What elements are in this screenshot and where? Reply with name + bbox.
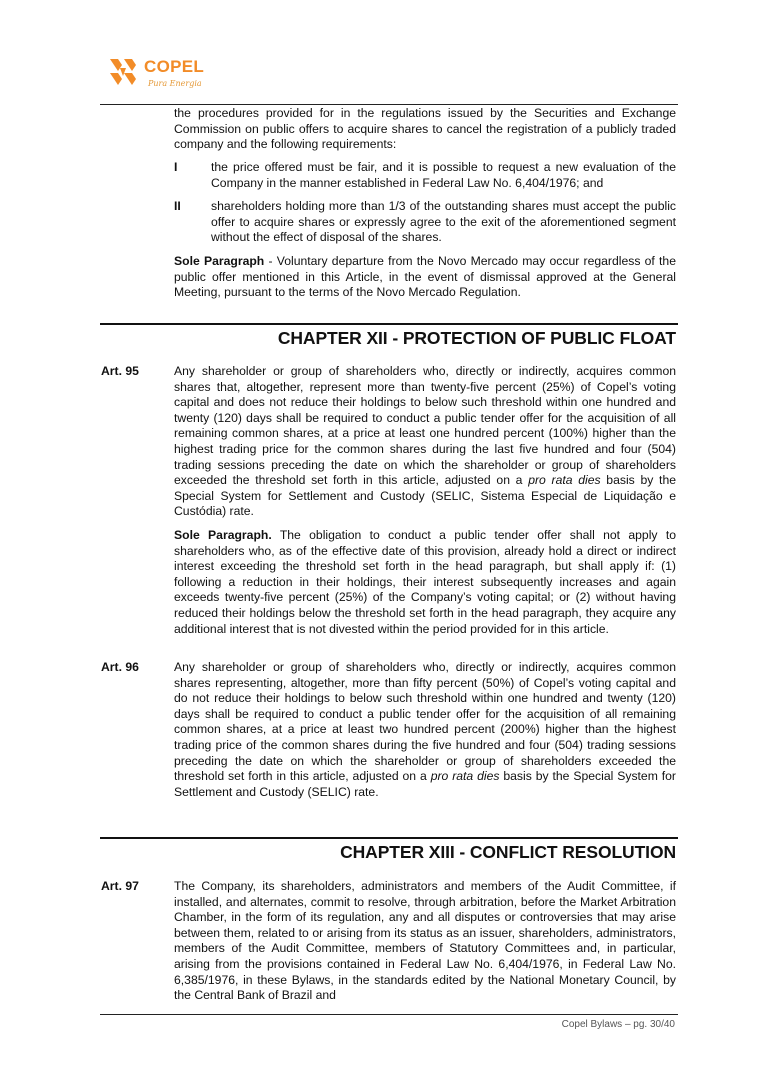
- item-text-i: the price offered must be fair, and it is possible to request a new evaluation of the Company in the manner established in Federal Law No. 6,404/1976; and: [211, 160, 676, 190]
- chapter-13-rule: [100, 837, 678, 839]
- sole-paragraph-2-lead: Sole Paragraph.: [174, 528, 272, 542]
- chapter-12-rule: [100, 323, 678, 325]
- copel-logo-mark-icon: [108, 57, 138, 87]
- item-numeral-ii: II: [174, 199, 181, 213]
- sole-paragraph-1: [174, 254, 676, 301]
- art-96-italic: pro rata dies: [430, 769, 500, 784]
- art-96-text-b: basis by the Special System for Settlement and Custody (SELIC) rate.: [174, 769, 676, 799]
- sole-paragraph-1-text: - Voluntary departure from the Novo Mercado may occur regardless of the public offer mentioned in this Article, in the event of dismissal approved at the General Meeting, pursuant to the terms of the Novo Mercado Regulation.: [174, 254, 676, 300]
- header-divider: [100, 104, 678, 105]
- art-97-label: Art. 97: [101, 879, 139, 893]
- page-footer: Copel Bylaws – pg. 30/40: [561, 1019, 675, 1030]
- art-95-label: Art. 95: [101, 364, 139, 378]
- art-96-label: Art. 96: [101, 660, 139, 674]
- chapter-12-title: CHAPTER XII - PROTECTION OF PUBLIC FLOAT: [277, 328, 676, 348]
- item-text-ii: shareholders holding more than 1/3 of the outstanding shares must accept the public offer to acquire shares or expressly agree to the exit of the aforementioned segment without the effect of disposal of the shares.: [211, 199, 676, 245]
- intro-paragraph: the procedures provided for in the regulations issued by the Securities and Exchange Commission on public offers to acquire shares to cancel the registration of a publicly traded company and the following requirements:: [174, 106, 676, 152]
- sole-paragraph-2-text: The obligation to conduct a public tender offer shall not apply to shareholders who, as of the effective date of this provision, already hold a direct or indirect interest exceeding the threshold set forth in the head paragraph, but shall apply if: (1) following a reduction in their holdings, their interest subsequently increases and again exceeds twenty-five percent (25%) of the Company’s voting capital; or (2) without having reduced their holdings below the threshold set forth in the head paragraph, they acquire any additional interest that is not divested within the period provided for in this article.: [174, 528, 676, 636]
- art-96-text-a: Any shareholder or group of shareholders who, directly or indirectly, acquires common shares representing, altogether, more than fifty percent (50%) of Copel’s voting capital and do not reduce their holdings to below such threshold within one hundred and twenty (120) days shall be required to conduct a public tender offer for the acquisition of all remaining common shares, at a price at least two hundred percent (200%) higher than the highest trading price of the common shares during the five hundred and four (504) trading sessions preceding the date on which the shareholder or group of shareholders exceeded the threshold set forth in this article, adjusted on a: [174, 660, 676, 784]
- art-96-text: [174, 660, 676, 800]
- art-95-text-b: basis by the Special System for Settlement and Custody (SELIC, Sistema Especial de Liquidação e Custódia) rate.: [174, 473, 676, 519]
- art-95-text: [174, 364, 676, 520]
- footer-divider: [100, 1014, 678, 1015]
- logo-wordmark: COPEL: [144, 57, 205, 76]
- chapter-13-title: CHAPTER XIII - CONFLICT RESOLUTION: [340, 842, 676, 862]
- sole-paragraph-1-lead: Sole Paragraph: [174, 254, 265, 268]
- sole-paragraph-2: [174, 528, 676, 637]
- item-numeral-i: I: [174, 160, 178, 174]
- art-95-text-a: Any shareholder or group of shareholders who, directly or indirectly, acquires common shares that, altogether, represent more than twenty-five percent (25%) of Copel’s voting capital and does not reduce their holdings to below such threshold within one hundred and twenty (120) days shall be required to conduct a public tender offer for the acquisition of all remaining common shares, at a price at least one hundred percent (100%) higher than the highest trading price for the common shares during the last five hundred and four (504) trading sessions preceding the date on which the shareholder or group of shareholders exceeded the threshold set forth in this article, adjusted on a: [174, 364, 676, 488]
- logo-tagline: Pura Energia: [148, 79, 202, 88]
- art-95-italic: pro rata dies: [528, 473, 601, 488]
- art-97-text: The Company, its shareholders, administrators and members of the Audit Committee, if installed, and alternates, commit to resolve, through arbitration, before the Market Arbitration Chamber, in the form of its regulation, any and all disputes or controversies that may arise between them, related to or arising from its status as an issuer, shareholders, administrators, members of the Audit Committee, members of Statutory Committees and, in particular, arising from the provisions contained in Federal Law No. 6,404/1976, in Federal Law No. 6,385/1976, in these Bylaws, in the standards edited by the National Monetary Council, by the Central Bank of Brazil and: [174, 879, 676, 1003]
